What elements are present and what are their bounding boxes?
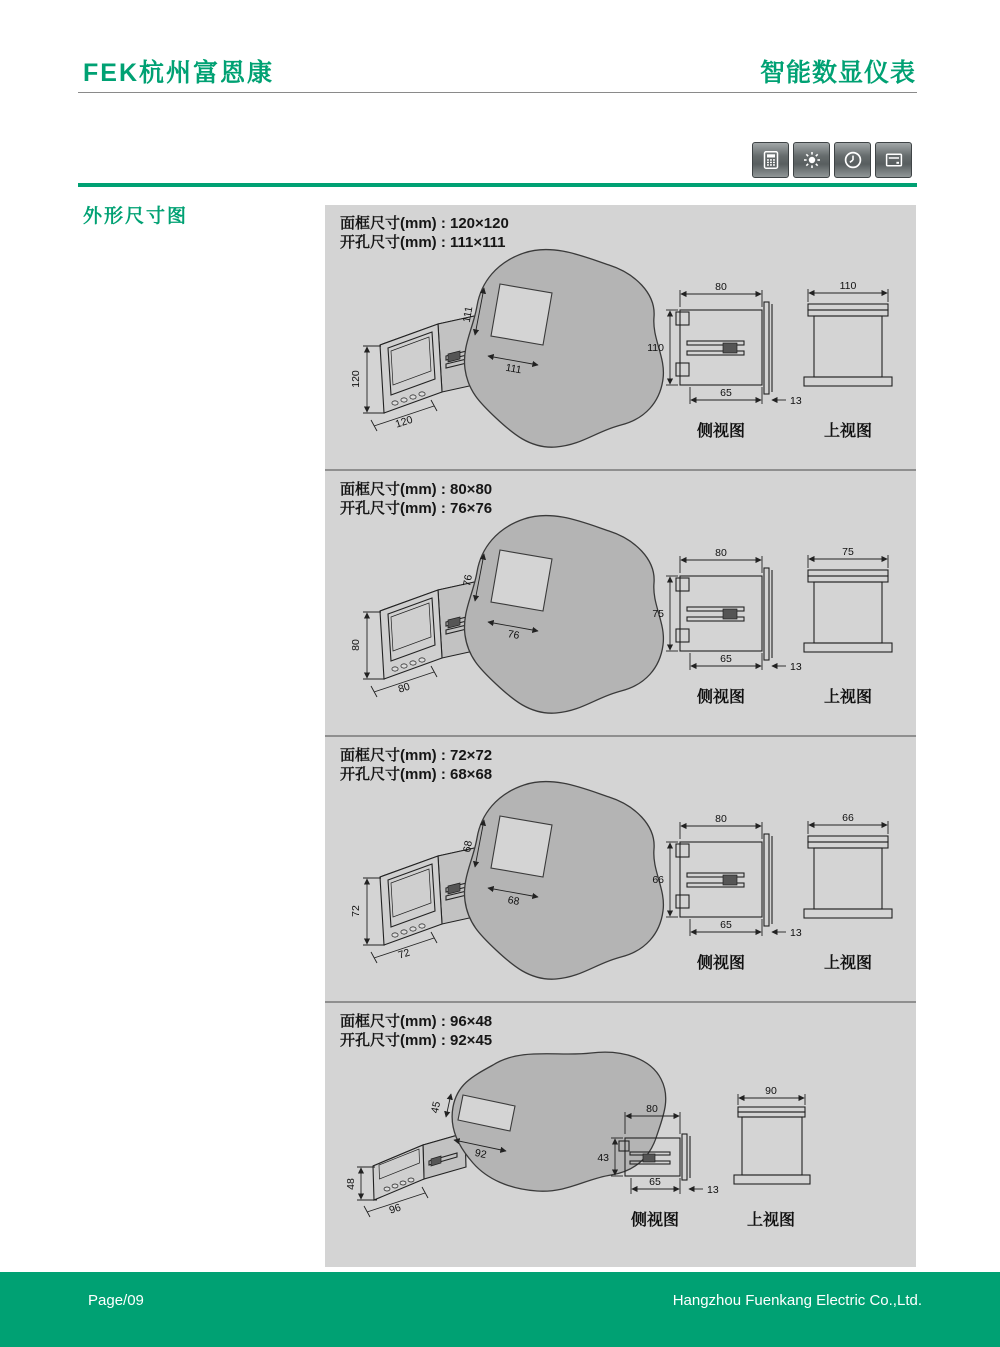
panel-cutout-drawing xyxy=(461,782,663,980)
frame-size-label: 面框尺寸(mm) : 96×48 xyxy=(340,1013,493,1030)
cutout-size-label: 开孔尺寸(mm) : 92×45 xyxy=(340,1032,493,1049)
side-height-dim: 75 xyxy=(652,608,664,620)
cutout-size-label: 开孔尺寸(mm) : 76×76 xyxy=(340,500,493,517)
side-view-label: 侧视图 xyxy=(696,955,746,972)
product-title: 智能数显仪表 xyxy=(759,59,916,87)
side-depth-dim: 80 xyxy=(715,281,727,293)
cutout-width-dim: 76 xyxy=(506,628,521,642)
header-divider xyxy=(78,92,917,93)
top-width-dim: 75 xyxy=(842,546,854,558)
side-height-dim: 66 xyxy=(652,874,664,886)
side-flange-dim: 13 xyxy=(707,1184,719,1196)
frame-size-label: 面框尺寸(mm) : 72×72 xyxy=(340,747,493,764)
side-view-label: 侧视图 xyxy=(696,689,746,706)
calculator-icon xyxy=(752,142,789,178)
side-flange-dim: 13 xyxy=(790,927,802,939)
iso-height-dim: 48 xyxy=(345,1178,357,1190)
iso-width-dim: 96 xyxy=(387,1201,403,1217)
side-depth-dim: 80 xyxy=(646,1103,658,1115)
side-flange-dim: 13 xyxy=(790,661,802,673)
top-view-drawing xyxy=(734,1085,810,1229)
dimension-diagrams-panel xyxy=(325,205,916,1267)
side-depth-dim: 80 xyxy=(715,813,727,825)
top-width-dim: 66 xyxy=(842,812,854,824)
brand-logo-text: FEK杭州富恩康 xyxy=(83,59,275,87)
size-labels xyxy=(340,746,492,784)
cutout-height-dim: 111 xyxy=(460,305,476,324)
side-height-dim: 110 xyxy=(647,342,664,354)
side-depth2-dim: 65 xyxy=(649,1176,661,1188)
cutout-width-dim: 68 xyxy=(506,894,521,908)
top-view-label: 上视图 xyxy=(746,1212,796,1229)
top-view-label: 上视图 xyxy=(823,689,873,706)
top-view-label: 上视图 xyxy=(823,955,873,972)
company-name: Hangzhou Fuenkang Electric Co.,Ltd. xyxy=(672,1292,922,1309)
cutout-height-dim: 76 xyxy=(461,573,475,588)
category-icon-toolbar xyxy=(752,142,912,178)
dimension-section-120x120 xyxy=(325,205,916,469)
page-number: Page/09 xyxy=(88,1292,144,1309)
side-depth2-dim: 65 xyxy=(720,387,732,399)
side-view-label: 侧视图 xyxy=(630,1212,680,1229)
top-view-label: 上视图 xyxy=(823,423,873,440)
iso-height-dim: 80 xyxy=(350,639,362,651)
size-labels xyxy=(340,480,492,518)
side-depth2-dim: 65 xyxy=(720,919,732,931)
brightness-icon xyxy=(793,142,830,178)
cutout-size-label: 开孔尺寸(mm) : 68×68 xyxy=(340,766,493,783)
clock-icon xyxy=(834,142,871,178)
cutout-width-dim: 92 xyxy=(473,1146,488,1162)
page-title: 外形尺寸图 xyxy=(83,206,189,227)
cutout-height-dim: 68 xyxy=(461,839,475,854)
side-view-label: 侧视图 xyxy=(696,423,746,440)
iso-meter-drawing xyxy=(350,847,483,963)
panel-cutout-drawing xyxy=(461,516,663,714)
iso-width-dim: 80 xyxy=(396,680,412,696)
dimension-section-72x72 xyxy=(325,735,916,1001)
iso-width-dim: 72 xyxy=(396,946,412,962)
side-height-dim: 43 xyxy=(597,1152,609,1164)
side-view-drawing xyxy=(652,813,802,972)
frame-size-label: 面框尺寸(mm) : 120×120 xyxy=(340,215,509,232)
cutout-height-dim: 45 xyxy=(428,1100,444,1115)
top-width-dim: 110 xyxy=(839,280,857,292)
side-view-drawing xyxy=(652,547,802,706)
side-flange-dim: 13 xyxy=(790,395,802,407)
size-labels xyxy=(340,214,509,252)
panel-meter-icon xyxy=(875,142,912,178)
top-view-drawing xyxy=(804,812,892,972)
panel-cutout-drawing xyxy=(429,1052,666,1191)
page-footer xyxy=(0,1272,1000,1347)
dimension-section-80x80 xyxy=(325,469,916,735)
side-view-drawing xyxy=(647,281,802,440)
top-view-drawing xyxy=(804,280,892,440)
top-view-drawing xyxy=(804,546,892,706)
top-width-dim: 90 xyxy=(765,1085,777,1097)
cutout-width-dim: 111 xyxy=(504,361,523,377)
frame-size-label: 面框尺寸(mm) : 80×80 xyxy=(340,481,493,498)
iso-meter-drawing xyxy=(345,1133,466,1217)
iso-height-dim: 72 xyxy=(350,905,362,917)
side-depth-dim: 80 xyxy=(715,547,727,559)
size-labels xyxy=(340,1012,492,1050)
dimension-section-96x48 xyxy=(325,1001,916,1267)
iso-height-dim: 120 xyxy=(350,370,362,388)
side-depth2-dim: 65 xyxy=(720,653,732,665)
iso-width-dim: 120 xyxy=(393,413,415,431)
iso-meter-drawing xyxy=(350,581,483,697)
cutout-size-label: 开孔尺寸(mm) : 111×111 xyxy=(340,234,506,251)
iso-meter-drawing xyxy=(350,315,483,431)
section-divider-green xyxy=(78,183,917,187)
panel-cutout-drawing xyxy=(461,250,664,448)
